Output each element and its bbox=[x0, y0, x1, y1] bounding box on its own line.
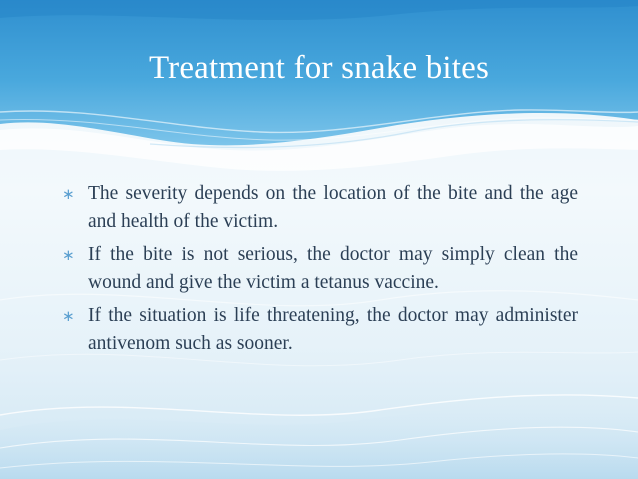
bullet-item bbox=[62, 241, 578, 297]
bullet-item bbox=[62, 302, 578, 358]
bullet-text: The severity depends on the location of the bite and the age and health of the victim. bbox=[88, 183, 578, 232]
bullet-text: If the situation is life threatening, the doctor may administer antivenom such as sooner. bbox=[88, 305, 578, 354]
bullet-item bbox=[62, 180, 578, 236]
asterisk-bullet-icon: ∗ bbox=[62, 307, 75, 325]
slide-title: Treatment for snake bites bbox=[148, 50, 490, 86]
bullet-text: If the bite is not serious, the doctor may simply clean the wound and give the victim a tetanus vaccine. bbox=[88, 244, 578, 293]
asterisk-bullet-icon: ∗ bbox=[62, 185, 75, 203]
asterisk-bullet-icon: ∗ bbox=[62, 246, 75, 264]
bullet-list bbox=[62, 180, 578, 363]
